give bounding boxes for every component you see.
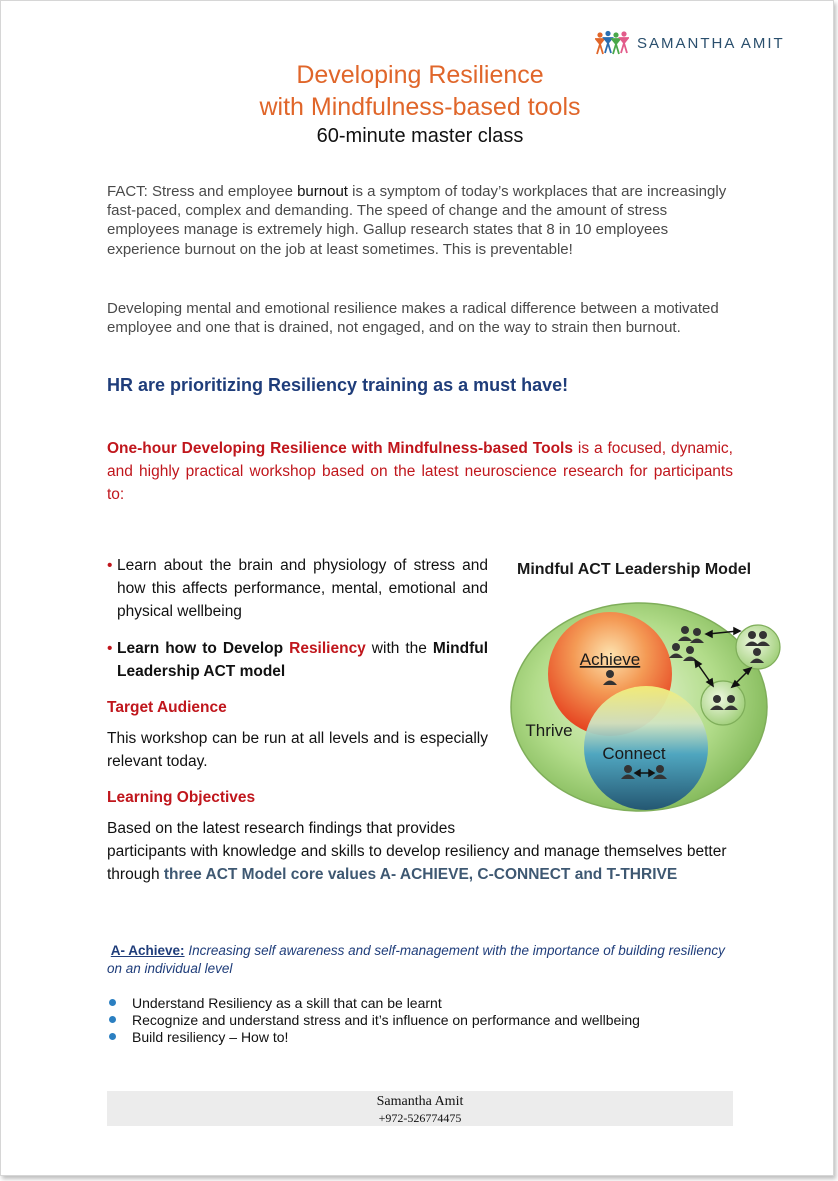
target-audience-heading: Target Audience — [107, 699, 227, 716]
people-group-icon — [595, 30, 629, 56]
list-item: Recognize and understand stress and it’s influence on performance and wellbeing — [107, 1012, 640, 1029]
list-item: Understand Resiliency as a skill that can be learnt — [107, 995, 640, 1012]
target-audience-text: This workshop can be run at all levels and is especially relevant today. — [107, 730, 488, 770]
objectives-line-1: Based on the latest research findings that provides — [107, 820, 456, 837]
footer — [107, 1091, 733, 1126]
achieve-list — [107, 995, 640, 1046]
objectives-line-2: participants with knowledge and skills to develop resiliency and manage themselves better through three ACT Model core values A- ACHIEVE, C-CONNECT and T-THRIVE — [107, 843, 727, 883]
thrive-label: Thrive — [525, 721, 573, 740]
achieve-label: Achieve — [579, 650, 641, 669]
model-title: Mindful ACT Leadership Model — [517, 561, 752, 578]
fact-paragraph: FACT: Stress and employee burnout is a symptom of today’s workplaces that are increasingly fast-paced, complex and demanding. The speed of change and the amount of stress employees manage is extremely high. Gallup research states that 8 in 10 employees experience burnout on the job at least sometimes. This is preventable! — [107, 183, 727, 258]
resilience-paragraph: Developing mental and emotional resilience makes a radical difference between a motivated employee and one that is drained, not engaged, and on the way to strain then burnout. — [107, 300, 719, 337]
list-item: • Learn about the brain and physiology of stress and how this affects performance, mental, emotional and physical wellbeing — [107, 557, 488, 620]
burnout-highlight: burnout — [297, 183, 348, 200]
subtitle: 60-minute master class — [316, 125, 524, 147]
list-item: • Learn how to Develop Resiliency with the Mindful Leadership ACT model — [107, 640, 489, 680]
logo-text: SAMANTHA AMIT — [637, 34, 785, 52]
logo — [595, 29, 785, 57]
achieve-heading: A- Achieve: Increasing self awareness and self-management with the importance of building resiliency on an individual level — [107, 943, 725, 976]
hr-heading: HR are prioritizing Resiliency training as a must have! — [107, 375, 569, 395]
title-line-2: with Mindfulness-based tools — [259, 93, 581, 121]
title-line-1: Developing Resilience — [296, 61, 544, 89]
workshop-bullets — [107, 554, 488, 683]
connect-label: Connect — [602, 744, 666, 763]
footer-phone: +972-526774475 — [378, 1111, 462, 1125]
learning-objectives-heading: Learning Objectives — [107, 789, 256, 806]
act-model-diagram — [501, 597, 791, 813]
footer-name: Samantha Amit — [376, 1094, 464, 1109]
list-item: Build resiliency – How to! — [107, 1029, 640, 1046]
intro-paragraph: One-hour Developing Resilience with Mindfulness-based Tools is a focused, dynamic, and highly practical workshop based on the latest neuroscience research for participants to: — [107, 440, 733, 503]
